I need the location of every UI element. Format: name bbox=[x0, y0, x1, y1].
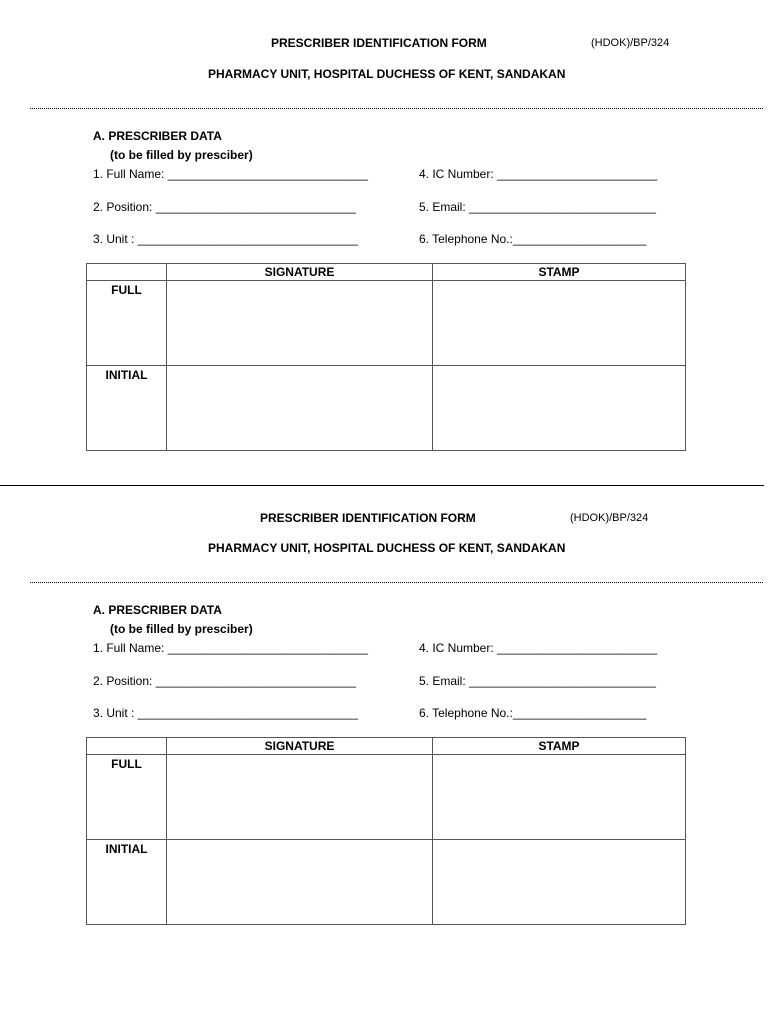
table-header-blank bbox=[87, 264, 167, 281]
ic-number-field[interactable]: 4. IC Number: ________________________ bbox=[419, 641, 658, 655]
section-note: (to be filled by presciber) bbox=[110, 148, 253, 162]
full-stamp-box[interactable] bbox=[433, 281, 686, 366]
section-note: (to be filled by presciber) bbox=[110, 622, 253, 636]
table-header-signature: SIGNATURE bbox=[167, 738, 433, 755]
row-label-full: FULL bbox=[87, 281, 167, 366]
row-label-initial: INITIAL bbox=[87, 840, 167, 925]
full-signature-box[interactable] bbox=[167, 281, 433, 366]
cut-line bbox=[0, 485, 764, 486]
form-code: (HDOK)/BP/324 bbox=[570, 512, 649, 524]
telephone-field[interactable]: 6. Telephone No.:____________________ bbox=[419, 232, 647, 246]
initial-signature-box[interactable] bbox=[167, 840, 433, 925]
table-header-stamp: STAMP bbox=[433, 264, 686, 281]
form-title: PRESCRIBER IDENTIFICATION FORM bbox=[260, 511, 476, 525]
form-title: PRESCRIBER IDENTIFICATION FORM bbox=[271, 36, 487, 50]
form-code: (HDOK)/BP/324 bbox=[591, 37, 670, 49]
row-label-initial: INITIAL bbox=[87, 366, 167, 451]
section-title: A. PRESCRIBER DATA bbox=[93, 129, 222, 143]
table-header-blank bbox=[87, 738, 167, 755]
email-field[interactable]: 5. Email: ____________________________ bbox=[419, 674, 656, 688]
full-name-field[interactable]: 1. Full Name: ______________________________ bbox=[93, 167, 368, 181]
table-header-stamp: STAMP bbox=[433, 738, 686, 755]
form-subtitle: PHARMACY UNIT, HOSPITAL DUCHESS OF KENT, SANDAKAN bbox=[208, 541, 566, 555]
full-stamp-box[interactable] bbox=[433, 755, 686, 840]
signature-table bbox=[86, 263, 686, 451]
signature-table bbox=[86, 737, 686, 925]
dotted-divider bbox=[30, 108, 763, 109]
unit-field[interactable]: 3. Unit : _________________________________ bbox=[93, 232, 358, 246]
position-field[interactable]: 2. Position: ______________________________ bbox=[93, 674, 356, 688]
unit-field[interactable]: 3. Unit : _________________________________ bbox=[93, 706, 358, 720]
dotted-divider bbox=[30, 582, 763, 583]
initial-signature-box[interactable] bbox=[167, 366, 433, 451]
table-header-signature: SIGNATURE bbox=[167, 264, 433, 281]
form-subtitle: PHARMACY UNIT, HOSPITAL DUCHESS OF KENT, SANDAKAN bbox=[208, 67, 566, 81]
position-field[interactable]: 2. Position: ______________________________ bbox=[93, 200, 356, 214]
email-field[interactable]: 5. Email: ____________________________ bbox=[419, 200, 656, 214]
telephone-field[interactable]: 6. Telephone No.:____________________ bbox=[419, 706, 647, 720]
full-signature-box[interactable] bbox=[167, 755, 433, 840]
full-name-field[interactable]: 1. Full Name: ______________________________ bbox=[93, 641, 368, 655]
section-title: A. PRESCRIBER DATA bbox=[93, 603, 222, 617]
initial-stamp-box[interactable] bbox=[433, 366, 686, 451]
initial-stamp-box[interactable] bbox=[433, 840, 686, 925]
row-label-full: FULL bbox=[87, 755, 167, 840]
ic-number-field[interactable]: 4. IC Number: ________________________ bbox=[419, 167, 658, 181]
